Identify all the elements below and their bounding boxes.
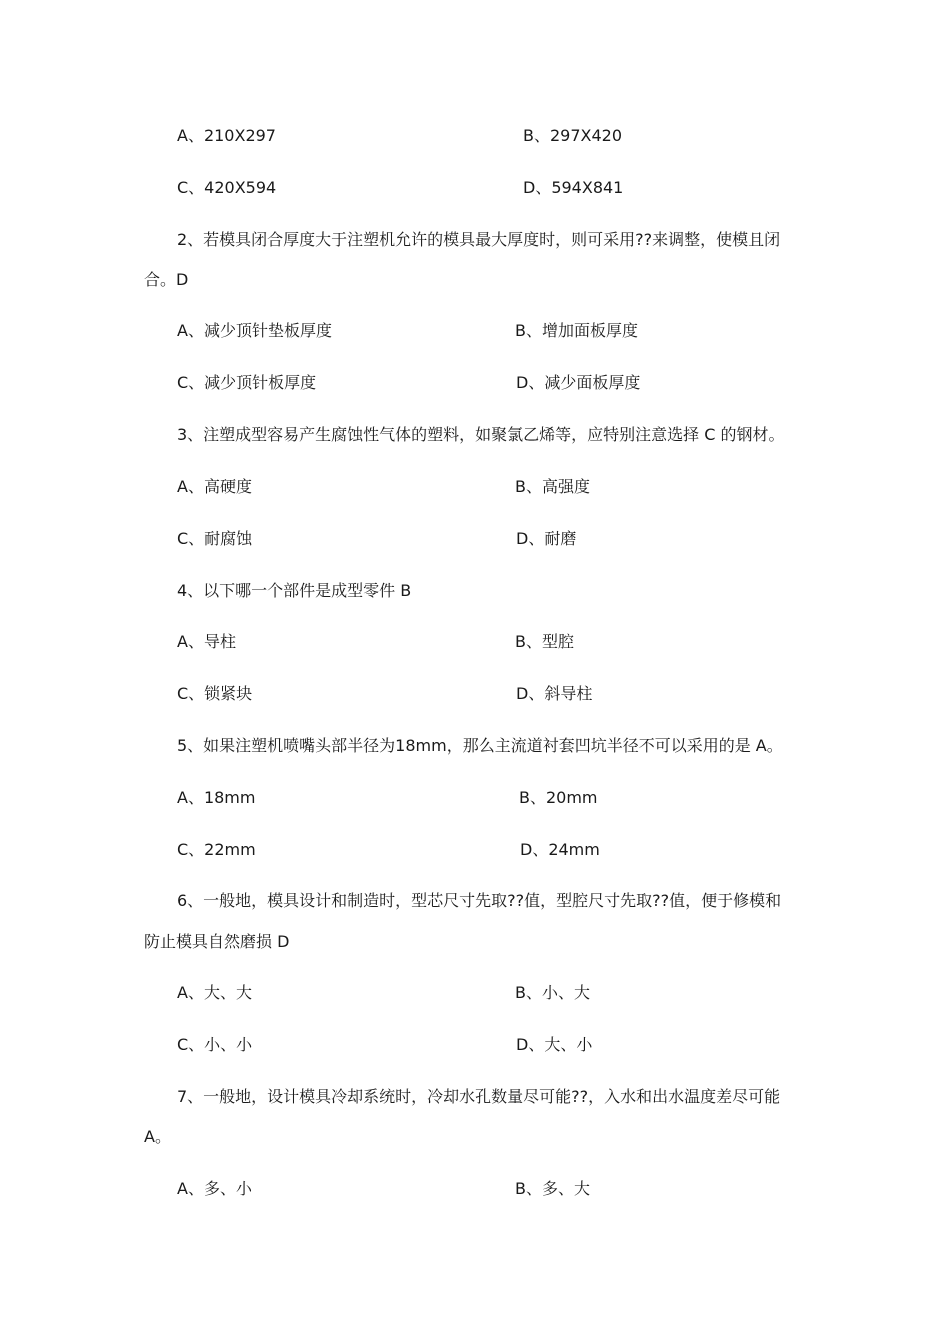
q5-option-d: D、24mm [520,840,600,859]
q1-option-a: A、210X297 [177,126,276,145]
q1-option-b: B、297X420 [523,126,623,145]
q2-option-d: D、减少面板厚度 [516,373,641,392]
q5-option-b: B、20mm [519,788,598,807]
q1-option-d: D、594X841 [523,178,624,197]
q2-option-c: C、减少顶针板厚度 [177,373,317,392]
q6-text-line2: 防止模具自然磨损 D [144,932,290,951]
q3-option-c: C、耐腐蚀 [177,529,253,548]
q7-text-line2: A。 [144,1127,171,1146]
q6-option-a: A、大、大 [177,983,252,1002]
q5-option-a: A、18mm [177,788,256,807]
q6-option-d: D、大、小 [516,1035,593,1054]
q4-option-b: B、型腔 [515,632,574,651]
q2-text-line2: 合。D [144,270,189,289]
q4-option-d: D、斜导柱 [516,684,593,703]
q7-option-b: B、多、大 [515,1179,590,1198]
q4-option-a: A、导柱 [177,632,236,651]
q1-option-c: C、420X594 [177,178,277,197]
q5-text: 5、如果注塑机喷嘴头部半径为18mm，那么主流道衬套凹坑半径不可以采用的是 A。 [177,736,783,755]
q5-option-c: C、22mm [177,840,256,859]
q7-text-line1: 7、一般地，设计模具冷却系统时，冷却水孔数量尽可能??，入水和出水温度差尽可能 [177,1087,781,1106]
q3-text: 3、注塑成型容易产生腐蚀性气体的塑料，如聚氯乙烯等，应特别注意选择 C 的钢材。 [177,425,785,444]
q3-option-d: D、耐磨 [516,529,577,548]
q6-option-b: B、小、大 [515,983,590,1002]
q2-option-b: B、增加面板厚度 [515,321,638,340]
q6-text-line1: 6、一般地，模具设计和制造时，型芯尺寸先取??值，型腔尺寸先取??值，便于修模和 [177,891,782,910]
q2-text-line1: 2、若模具闭合厚度大于注塑机允许的模具最大厚度时，则可采用??来调整，使模且闭 [177,230,781,249]
q6-option-c: C、小、小 [177,1035,253,1054]
q4-text: 4、以下哪一个部件是成型零件 B [177,581,412,600]
q4-option-c: C、锁紧块 [177,684,253,703]
q3-option-b: B、高强度 [515,477,590,496]
q3-option-a: A、高硬度 [177,477,252,496]
q7-option-a: A、多、小 [177,1179,252,1198]
q2-option-a: A、减少顶针垫板厚度 [177,321,332,340]
